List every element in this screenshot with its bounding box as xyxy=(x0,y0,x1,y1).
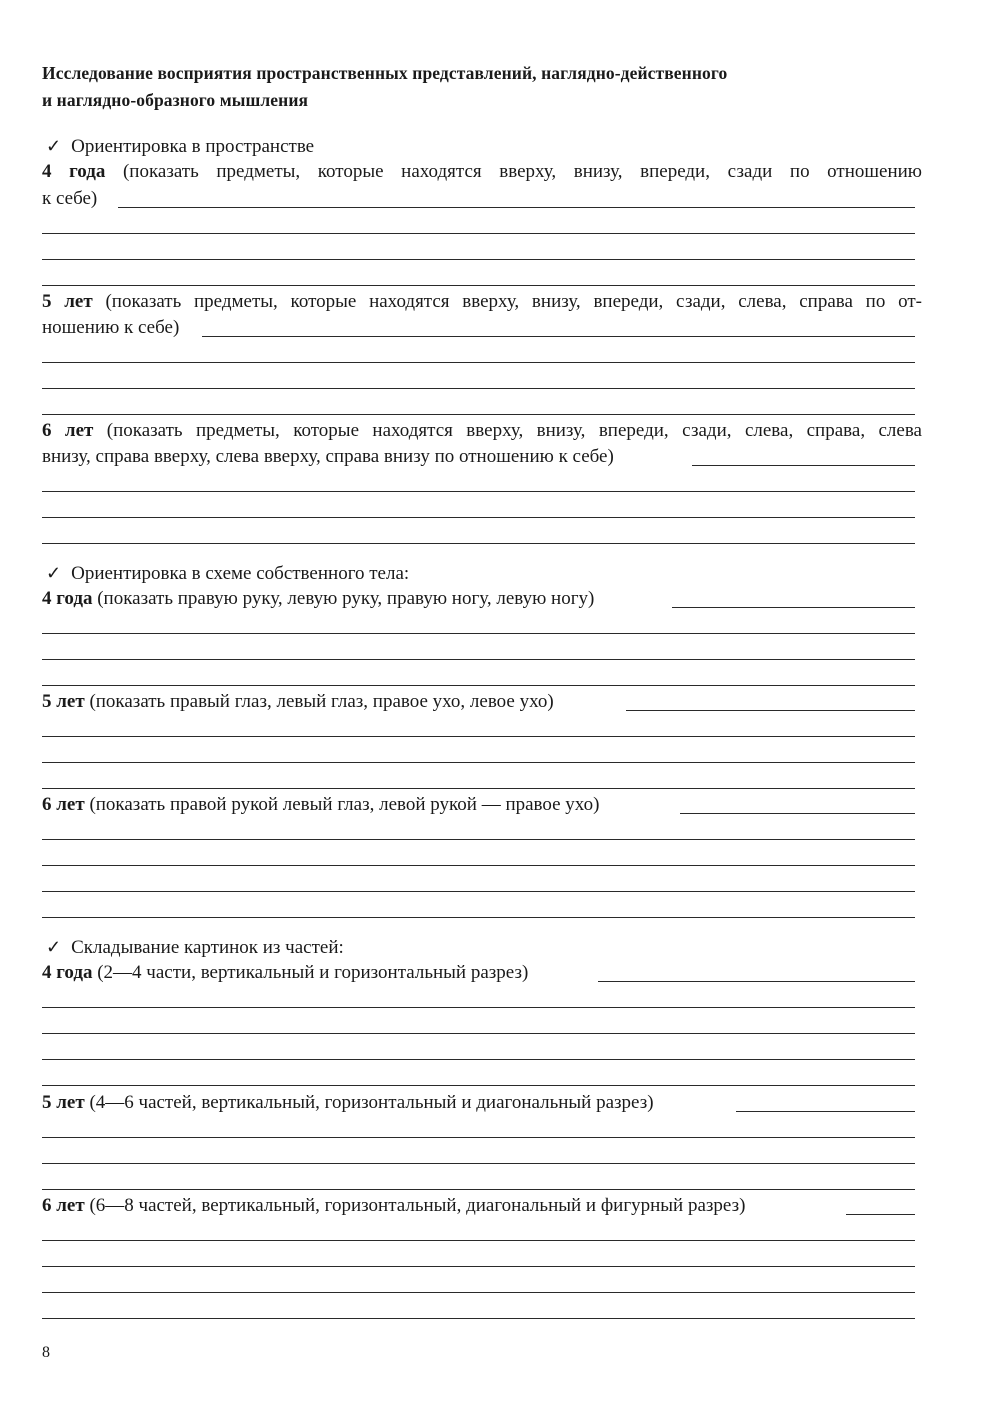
answer-line[interactable] xyxy=(42,1318,915,1319)
answer-line[interactable] xyxy=(42,491,915,492)
age-label: 5 лет xyxy=(42,1092,85,1113)
answer-line[interactable] xyxy=(42,839,915,840)
answer-line[interactable] xyxy=(42,233,915,234)
item-space-6-line1: 6 лет (показать предметы, которые находятся вверху, внизу, впереди, сзади, слева, справа, слева xyxy=(42,420,922,441)
answer-line[interactable] xyxy=(736,1111,915,1112)
checkmark-icon: ✓ xyxy=(46,937,62,957)
answer-line[interactable] xyxy=(202,336,915,337)
answer-line[interactable] xyxy=(42,1292,915,1293)
answer-line[interactable] xyxy=(42,788,915,789)
item-puzzle-5: 5 лет (4—6 частей, вертикальный, горизонтальный и диагональный разрез) xyxy=(42,1092,654,1113)
age-label: 6 лет xyxy=(42,420,94,441)
section-heading-space: ✓ Ориентировка в пространстве xyxy=(46,136,315,157)
age-label: 6 лет xyxy=(42,794,85,815)
answer-line[interactable] xyxy=(626,710,915,711)
answer-line[interactable] xyxy=(42,865,915,866)
age-label: 4 года xyxy=(42,588,93,609)
answer-line[interactable] xyxy=(42,388,915,389)
item-space-5-line2: ношению к себе) xyxy=(42,317,180,338)
item-space-6-line2: внизу, справа вверху, слева вверху, справа внизу по отношению к себе) xyxy=(42,446,614,467)
answer-line[interactable] xyxy=(42,543,915,544)
page-number: 8 xyxy=(42,1344,50,1361)
answer-line[interactable] xyxy=(680,813,915,814)
item-body-5: 5 лет (показать правый глаз, левый глаз, правое ухо, левое ухо) xyxy=(42,691,554,712)
item-puzzle-4: 4 года (2—4 части, вертикальный и горизонтальный разрез) xyxy=(42,962,529,983)
answer-line[interactable] xyxy=(42,517,915,518)
answer-line[interactable] xyxy=(42,362,915,363)
item-space-5-line1: 5 лет (показать предметы, которые находятся вверху, внизу, впереди, сзади, слева, справа по от- xyxy=(42,291,922,312)
age-label: 6 лет xyxy=(42,1195,85,1216)
answer-line[interactable] xyxy=(42,762,915,763)
answer-line[interactable] xyxy=(692,465,915,466)
page-title xyxy=(42,60,922,114)
answer-line[interactable] xyxy=(42,1189,915,1190)
answer-line[interactable] xyxy=(42,1059,915,1060)
answer-line[interactable] xyxy=(42,633,915,634)
answer-line[interactable] xyxy=(42,1240,915,1241)
checkmark-icon: ✓ xyxy=(46,136,62,156)
item-space-4-line2: к себе) xyxy=(42,188,98,209)
answer-line[interactable] xyxy=(42,736,915,737)
item-body-6: 6 лет (показать правой рукой левый глаз, левой рукой — правое ухо) xyxy=(42,794,600,815)
answer-line[interactable] xyxy=(42,285,915,286)
answer-line[interactable] xyxy=(672,607,915,608)
answer-line[interactable] xyxy=(42,891,915,892)
answer-line[interactable] xyxy=(42,1163,915,1164)
answer-line[interactable] xyxy=(42,659,915,660)
age-label: 4 года xyxy=(42,962,93,983)
item-puzzle-6: 6 лет (6—8 частей, вертикальный, горизонтальный, диагональный и фигурный разрез) xyxy=(42,1195,746,1216)
section-heading-body: ✓ Ориентировка в схеме собственного тела: xyxy=(46,563,410,584)
answer-line[interactable] xyxy=(42,1137,915,1138)
answer-line[interactable] xyxy=(118,207,915,208)
age-label: 5 лет xyxy=(42,691,85,712)
title-line-1: Исследование восприятия пространственных представлений, наглядно-действенного xyxy=(42,63,728,83)
checkmark-icon: ✓ xyxy=(46,563,62,583)
answer-line[interactable] xyxy=(846,1214,915,1215)
age-label: 5 лет xyxy=(42,291,93,312)
answer-line[interactable] xyxy=(42,1033,915,1034)
answer-line[interactable] xyxy=(42,1266,915,1267)
answer-line[interactable] xyxy=(42,1007,915,1008)
item-body-4: 4 года (показать правую руку, левую руку, правую ногу, левую ногу) xyxy=(42,588,595,609)
answer-line[interactable] xyxy=(42,414,915,415)
answer-line[interactable] xyxy=(42,1085,915,1086)
answer-line[interactable] xyxy=(42,259,915,260)
answer-line[interactable] xyxy=(42,917,915,918)
item-space-4-line1: 4 года (показать предметы, которые находятся вверху, внизу, впереди, сзади по отношению xyxy=(42,161,922,182)
age-label: 4 года xyxy=(42,161,106,182)
section-heading-puzzle: ✓ Складывание картинок из частей: xyxy=(46,937,344,958)
answer-line[interactable] xyxy=(598,981,915,982)
answer-line[interactable] xyxy=(42,685,915,686)
title-line-2: и наглядно-образного мышления xyxy=(42,90,309,110)
